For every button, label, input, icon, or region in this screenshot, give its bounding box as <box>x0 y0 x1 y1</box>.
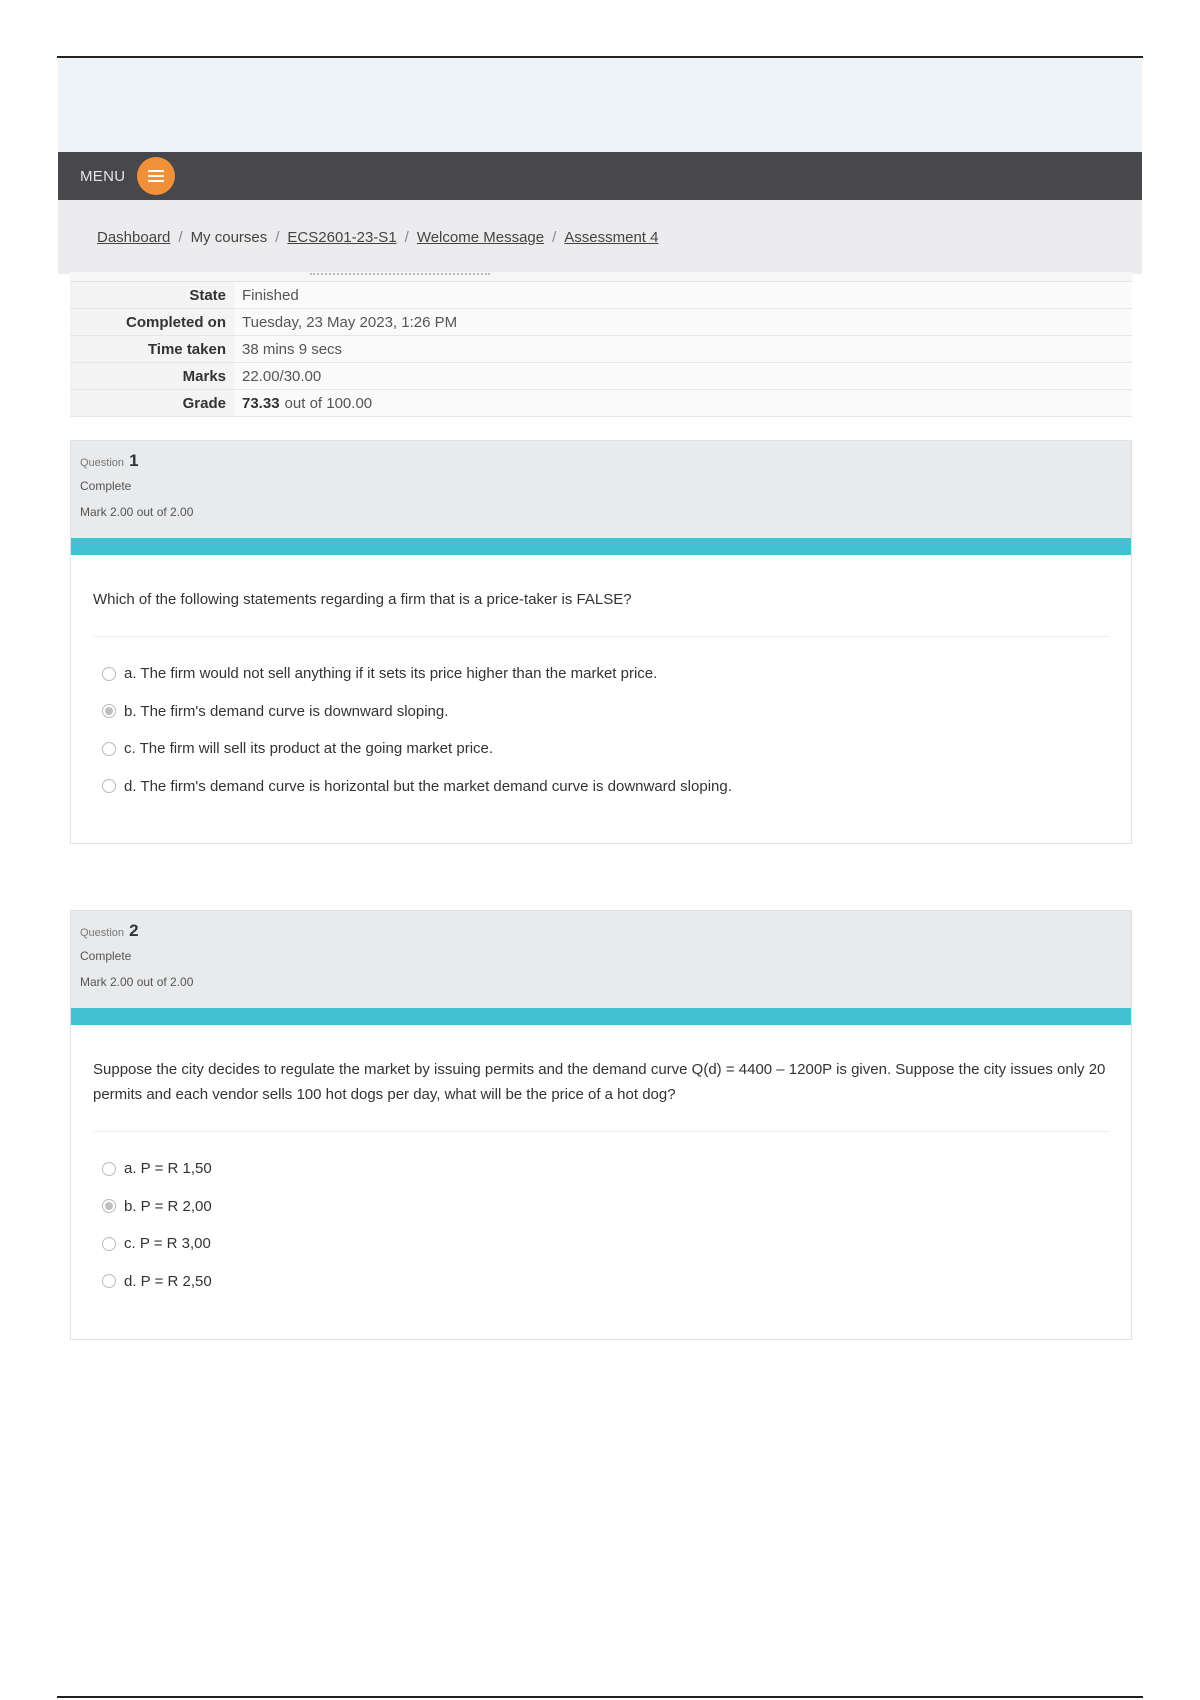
breadcrumb-course[interactable]: ECS2601-23-S1 <box>287 228 397 246</box>
radio-button[interactable] <box>102 704 116 718</box>
breadcrumb-assessment[interactable]: Assessment 4 <box>564 228 659 246</box>
question-info-bar <box>71 1008 1131 1025</box>
menu-label: MENU <box>80 167 126 185</box>
summary-value: 38 mins 9 secs <box>234 336 1132 362</box>
summary-row-marks <box>70 363 1132 390</box>
summary-label: Grade <box>70 390 234 416</box>
summary-label: State <box>70 282 234 308</box>
summary-row-grade <box>70 390 1132 417</box>
question-mark: Mark 2.00 out of 2.00 <box>80 975 194 989</box>
answer-option[interactable]: a. The firm would not sell anything if it sets its price higher than the market price. <box>93 655 1109 693</box>
question-number: Question 2 <box>80 921 139 940</box>
summary-value <box>234 390 1132 416</box>
radio-button[interactable] <box>102 1199 116 1213</box>
question-divider <box>93 1131 1109 1132</box>
answer-option[interactable]: b. P = R 2,00 <box>93 1188 1109 1226</box>
question-content <box>71 555 1131 843</box>
grade-score: 73.33 <box>242 394 280 412</box>
bottom-rule <box>57 1696 1143 1698</box>
summary-value: Finished <box>234 282 1132 308</box>
breadcrumb-dashboard[interactable]: Dashboard <box>97 228 171 246</box>
summary-value: Tuesday, 23 May 2023, 1:26 PM <box>234 309 1132 335</box>
radio-button[interactable] <box>102 1274 116 1288</box>
summary-row-state <box>70 282 1132 309</box>
summary-label: Time taken <box>70 336 234 362</box>
question-2 <box>70 910 1132 1340</box>
summary-cut-row <box>70 272 1132 282</box>
question-mark: Mark 2.00 out of 2.00 <box>80 505 194 519</box>
summary-row-time <box>70 336 1132 363</box>
breadcrumb-separator: / <box>404 228 409 246</box>
question-info-bar <box>71 538 1131 555</box>
breadcrumb-separator: / <box>178 228 183 246</box>
breadcrumb-separator: / <box>552 228 557 246</box>
menu-button[interactable] <box>137 157 175 195</box>
attempt-summary-table <box>70 272 1132 417</box>
grade-out-of: out of 100.00 <box>284 394 373 412</box>
answer-option[interactable]: d. P = R 2,50 <box>93 1263 1109 1301</box>
answer-option[interactable]: b. The firm's demand curve is downward sloping. <box>93 693 1109 731</box>
question-info <box>71 911 1131 1008</box>
question-info <box>71 441 1131 538</box>
answer-option[interactable]: d. The firm's demand curve is horizontal but the market demand curve is downward sloping. <box>93 768 1109 806</box>
summary-label: Marks <box>70 363 234 389</box>
question-content <box>71 1025 1131 1339</box>
radio-button[interactable] <box>102 1237 116 1251</box>
breadcrumb-welcome-message[interactable]: Welcome Message <box>416 228 545 246</box>
question-state: Complete <box>80 479 132 493</box>
summary-value: 22.00/30.00 <box>234 363 1132 389</box>
summary-row-completed <box>70 309 1132 336</box>
hamburger-icon <box>148 170 164 182</box>
radio-button[interactable] <box>102 742 116 756</box>
answer-option[interactable]: a. P = R 1,50 <box>93 1150 1109 1188</box>
page-banner <box>58 58 1142 152</box>
radio-button[interactable] <box>102 779 116 793</box>
question-number: Question 1 <box>80 451 139 470</box>
question-text: Suppose the city decides to regulate the market by issuing permits and the demand curve Q(d) = 4400 – 1200P is given. Suppose the city issues only 20 permits and each vendor sells 100 hot dogs per day, what will be the price of a hot dog? <box>93 1061 1106 1103</box>
breadcrumb-my-courses: My courses <box>190 228 268 246</box>
question-1 <box>70 440 1132 844</box>
answer-option[interactable]: c. The firm will sell its product at the going market price. <box>93 730 1109 768</box>
breadcrumb <box>58 200 1142 274</box>
radio-button[interactable] <box>102 1162 116 1176</box>
summary-label: Completed on <box>70 309 234 335</box>
question-state: Complete <box>80 949 132 963</box>
radio-button[interactable] <box>102 667 116 681</box>
question-divider <box>93 636 1109 637</box>
quiz-review-page <box>58 58 1142 1290</box>
question-text: Which of the following statements regarding a firm that is a price-taker is FALSE? <box>93 591 632 608</box>
menu-bar <box>58 152 1142 200</box>
breadcrumb-separator: / <box>275 228 280 246</box>
answer-option[interactable]: c. P = R 3,00 <box>93 1225 1109 1263</box>
